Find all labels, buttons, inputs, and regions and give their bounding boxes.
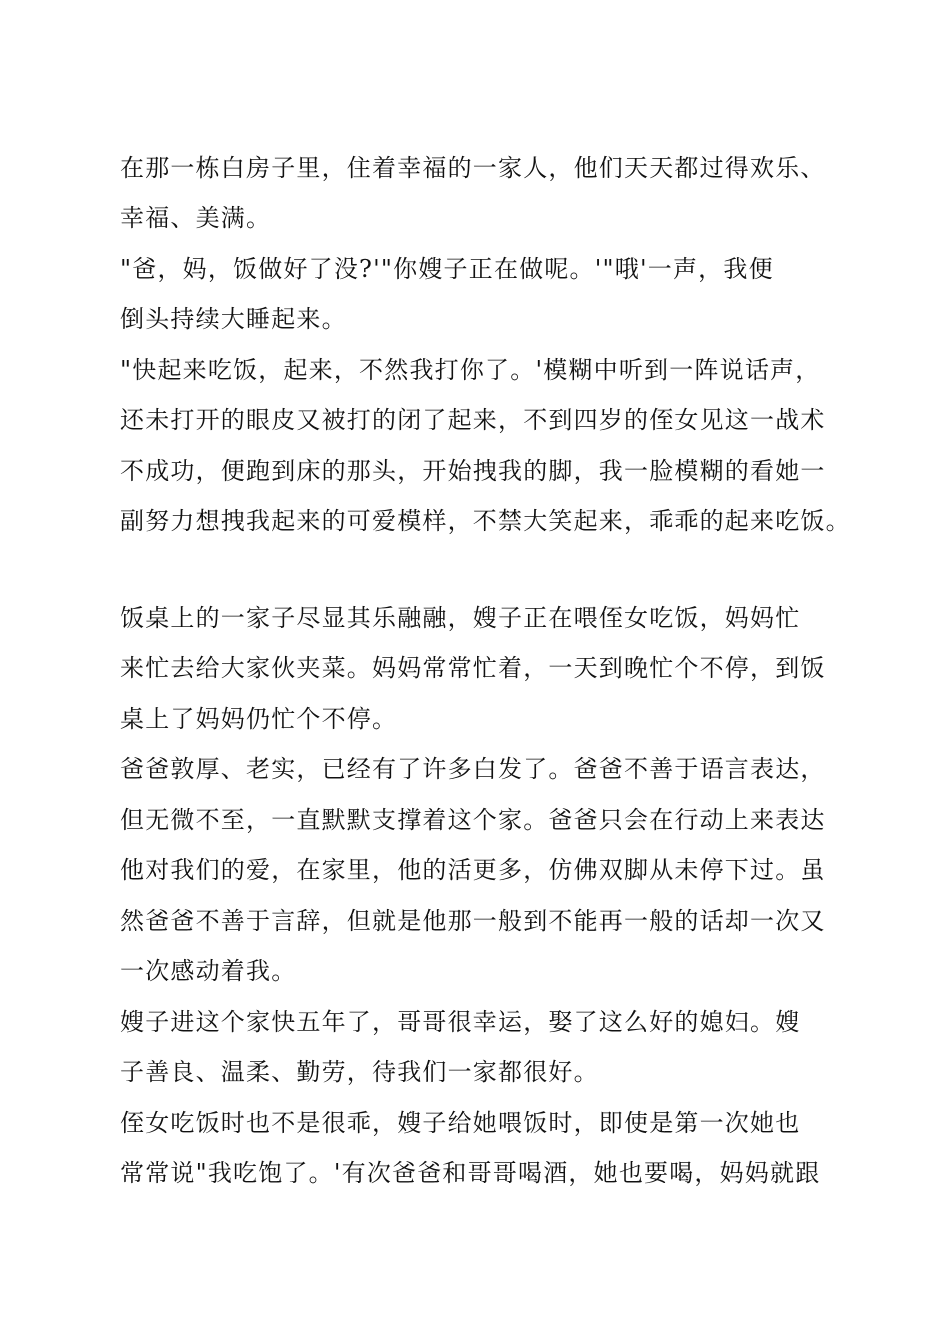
text-line: 副努力想拽我起来的可爱模样，不禁大笑起来，乖乖的起来吃饭。: [120, 507, 851, 535]
text-line: 倒头持续大睡起来。: [120, 305, 347, 333]
text-line: 子善良、温柔、勤劳，待我们一家都很好。: [120, 1058, 599, 1086]
text-line: 他对我们的爱，在家里，他的活更多，仿佛双脚从未停下过。虽: [120, 856, 826, 884]
text-line: 饭桌上的一家子尽显其乐融融，嫂子正在喂侄女吃饭，妈妈忙: [120, 604, 801, 632]
text-line: 在那一栋白房子里，住着幸福的一家人，他们天天都过得欢乐、: [120, 154, 826, 182]
text-line: 侄女吃饭时也不是很乖，嫂子给她喂饭时，即使是第一次她也: [120, 1109, 801, 1137]
text-line: 然爸爸不善于言辞，但就是他那一般到不能再一般的话却一次又: [120, 907, 826, 935]
text-line: 来忙去给大家伙夹菜。妈妈常常忙着，一天到晚忙个不停，到饭: [120, 654, 826, 682]
text-line: 爸爸敦厚、老实，已经有了许多白发了。爸爸不善于语言表达，: [120, 755, 826, 783]
text-line: 桌上了妈妈仍忙个不停。: [120, 705, 398, 733]
text-line: 嫂子进这个家快五年了，哥哥很幸运，娶了这么好的媳妇。嫂: [120, 1008, 801, 1036]
text-line: 还未打开的眼皮又被打的闭了起来，不到四岁的侄女见这一战术: [120, 406, 826, 434]
text-line: 一次感动着我。: [120, 957, 297, 985]
text-line: 常常说"我吃饱了。'有次爸爸和哥哥喝酒，她也要喝，妈妈就跟: [120, 1159, 821, 1187]
text-line: 但无微不至，一直默默支撑着这个家。爸爸只会在行动上来表达: [120, 806, 826, 834]
text-line: 幸福、美满。: [120, 204, 272, 232]
text-line: 不成功，便跑到床的那头，开始拽我的脚，我一脸模糊的看她一: [120, 457, 826, 485]
text-line: "快起来吃饭，起来，不然我打你了。'模糊中听到一阵说话声，: [120, 356, 821, 384]
text-line: "爸，妈，饭做好了没?'"你嫂子正在做呢。'"哦'一声，我便: [120, 255, 774, 283]
